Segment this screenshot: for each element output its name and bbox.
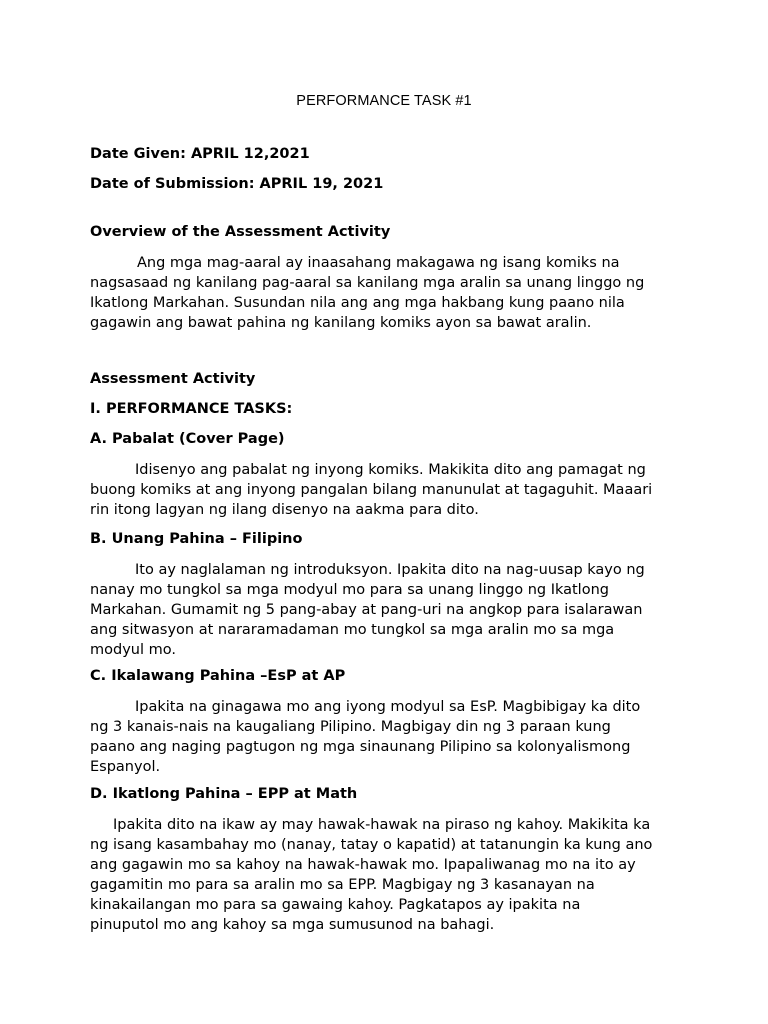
overview-line: Ang mga mag-aaral ay inaasahang makagawa ng isang komiks na xyxy=(137,255,620,271)
section-c-line: paano ang naging pagtugon ng mga sinaunang Pilipino sa kolonyalismong xyxy=(90,739,631,755)
date-of-submission: Date of Submission: APRIL 19, 2021 xyxy=(90,176,384,192)
section-b-line: nanay mo tungkol sa mga modyul mo para sa unang linggo ng Ikatlong xyxy=(90,582,609,598)
section-c-line: Espanyol. xyxy=(90,759,161,775)
section-c-paragraph xyxy=(90,697,685,777)
assessment-heading: Assessment Activity xyxy=(90,371,256,387)
section-a-line: Idisenyo ang pabalat ng inyong komiks. Makikita dito ang pamagat ng xyxy=(135,462,646,478)
section-b-line: modyul mo. xyxy=(90,642,176,658)
performance-tasks-heading: I. PERFORMANCE TASKS: xyxy=(90,401,293,417)
section-c-heading: C. Ikalawang Pahina –EsP at AP xyxy=(90,668,346,684)
section-d-paragraph xyxy=(90,815,685,935)
overview-line: Ikatlong Markahan. Susundan nila ang ang mga hakbang kung paano nila xyxy=(90,295,625,311)
section-c-line: Ipakita na ginagawa mo ang iyong modyul sa EsP. Magbibigay ka dito xyxy=(135,699,641,715)
section-d-line: gagamitin mo para sa aralin mo sa EPP. Magbigay ng 3 kasanayan na xyxy=(90,877,595,893)
section-b-heading: B. Unang Pahina – Filipino xyxy=(90,531,303,547)
section-c-line: ng 3 kanais-nais na kaugaliang Pilipino. Magbigay din ng 3 paraan kung xyxy=(90,719,611,735)
section-d-line: ang gagawin mo sa kahoy na hawak-hawak mo. Ipapaliwanag mo na ito ay xyxy=(90,857,636,873)
overview-paragraph xyxy=(90,253,685,333)
section-a-paragraph xyxy=(90,460,685,520)
overview-line: nagsasaad ng kanilang pag-aaral sa kanilang mga aralin sa unang linggo ng xyxy=(90,275,645,291)
section-a-line: buong komiks at ang inyong pangalan bilang manunulat at tagaguhit. Maaari xyxy=(90,482,653,498)
overview-line: gagawin ang bawat pahina ng kanilang komiks ayon sa bawat aralin. xyxy=(90,315,592,331)
section-d-line: ng isang kasambahay mo (nanay, tatay o kapatid) at tatanungin ka kung ano xyxy=(90,837,653,853)
overview-heading: Overview of the Assessment Activity xyxy=(90,224,391,240)
section-b-line: Ito ay naglalaman ng introduksyon. Ipakita dito na nag-uusap kayo ng xyxy=(135,562,645,578)
document-title: PERFORMANCE TASK #1 xyxy=(296,93,472,109)
section-d-heading: D. Ikatlong Pahina – EPP at Math xyxy=(90,786,358,802)
section-b-line: Markahan. Gumamit ng 5 pang-abay at pang-uri na angkop para isalarawan xyxy=(90,602,643,618)
section-d-line: pinuputol mo ang kahoy sa mga sumusunod na bahagi. xyxy=(90,917,495,933)
section-a-line: rin itong lagyan ng ilang disenyo na aakma para dito. xyxy=(90,502,479,518)
section-b-line: ang sitwasyon at nararamadaman mo tungkol sa mga aralin mo sa mga xyxy=(90,622,615,638)
date-given: Date Given: APRIL 12,2021 xyxy=(90,146,310,162)
section-d-line: kinakailangan mo para sa gawaing kahoy. Pagkatapos ay ipakita na xyxy=(90,897,581,913)
section-d-line: Ipakita dito na ikaw ay may hawak-hawak na piraso ng kahoy. Makikita ka xyxy=(113,817,651,833)
section-b-paragraph xyxy=(90,560,685,660)
section-a-heading: A. Pabalat (Cover Page) xyxy=(90,431,285,447)
